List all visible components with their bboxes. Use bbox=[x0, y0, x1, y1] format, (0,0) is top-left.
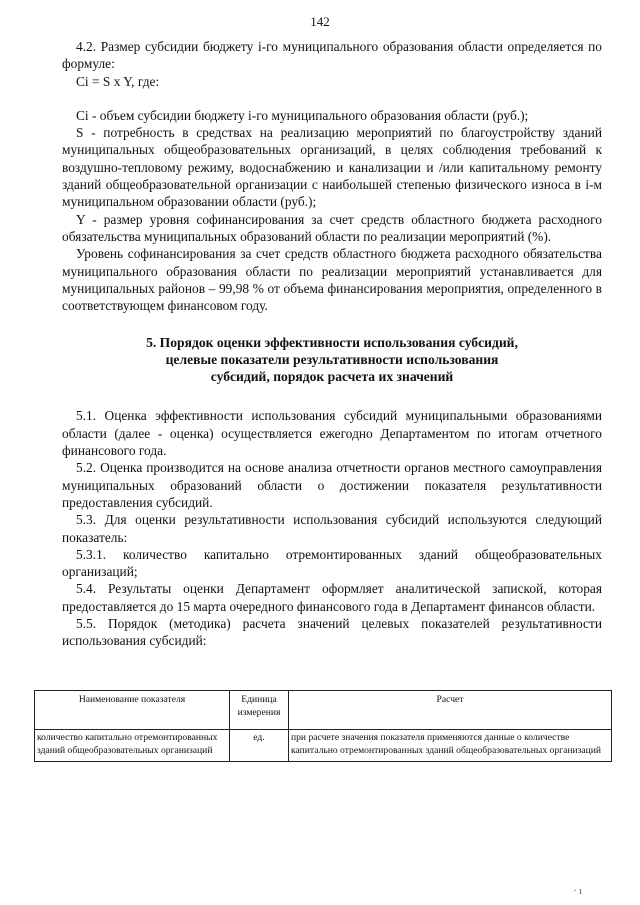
paragraph-4-2: 4.2. Размер субсидии бюджету i-го муниципального образования области определяется по формуле: bbox=[62, 39, 602, 72]
definition-y: Y - размер уровня софинансирования за счет средств областного бюджета расходного обязательства муниципальных образований области по реализации мероприятий (%). bbox=[62, 211, 602, 244]
formula: Ci = S x Y, где: bbox=[76, 73, 160, 89]
definition-s: S - потребность в средствах на реализацию мероприятий по благоустройству зданий муниципальных общеобразовательных организаций, в целях соблюдения требований к воздушно-тепловому режиму, водоснабжению и канализации и /или капитальному ремонту зданий общеобразовательной организации с наибольшей степенью физического износа в i-м муниципальном образовании области (руб.); bbox=[62, 125, 602, 210]
paragraph-5-2: 5.2. Оценка производится на основе анализа отчетности органов местного самоуправления муниципальных образований области о достижении показателя результативности предоставления субсидий. bbox=[62, 460, 602, 510]
corner-marks: · ı bbox=[573, 886, 582, 897]
cofinancing-level-paragraph: Уровень софинансирования за счет средств областного бюджета расходного обязательства муниципального образования области по реализации мероприятий устанавливается для муниципальных районов – 99,98 % от объема финансирования мероприятия, определенного в соответствующем финансовом году. bbox=[62, 246, 602, 314]
paragraph-5-4: 5.4. Результаты оценки Департамент оформляет аналитической запиской, которая предоставляется до 15 марта очередного финансового года в Департамент финансов области. bbox=[62, 581, 602, 614]
document-body bbox=[62, 38, 602, 650]
table-row bbox=[35, 730, 612, 762]
paragraph-5-1: 5.1. Оценка эффективности использования субсидий муниципальными образованиями области (далее - оценка) осуществляется ежегодно Департаментом по итогам отчетного финансового года. bbox=[62, 408, 602, 459]
header-calculation: Расчет bbox=[289, 691, 612, 730]
table-header-row bbox=[35, 691, 612, 730]
page-number: 142 bbox=[310, 14, 330, 29]
cell-indicator-name: количество капитально отремонтированных зданий общеобразовательных организаций bbox=[35, 730, 230, 762]
paragraph-5-5: 5.5. Порядок (методика) расчета значений целевых показателей результативности использования субсидий: bbox=[62, 616, 602, 649]
paragraph-5-3-1: 5.3.1. количество капитально отремонтированных зданий общеобразовательных организаций; bbox=[62, 546, 602, 580]
section-title-line: целевые показатели результативности использования bbox=[165, 352, 499, 368]
cell-calculation: при расчете значения показателя применяются данные о количестве капитально отремонтированных зданий общеобразовательных организаций bbox=[289, 730, 612, 762]
paragraph-5-3: 5.3. Для оценки результативности использования субсидий используются следующий показатель: bbox=[62, 512, 602, 545]
indicators-table bbox=[34, 690, 612, 762]
header-unit: Единица измерения bbox=[230, 691, 289, 730]
section-title-line: 5. Порядок оценки эффективности использования субсидий, bbox=[146, 335, 518, 351]
cell-unit: ед. bbox=[230, 730, 289, 762]
header-indicator-name: Наименование показателя bbox=[35, 691, 230, 730]
blank-line bbox=[62, 90, 602, 107]
section-title-line: субсидий, порядок расчета их значений bbox=[210, 369, 454, 385]
section-5-title bbox=[62, 334, 602, 385]
definition-ci: Ci - объем субсидии бюджету i-го муниципального образования области (руб.); bbox=[76, 107, 529, 123]
